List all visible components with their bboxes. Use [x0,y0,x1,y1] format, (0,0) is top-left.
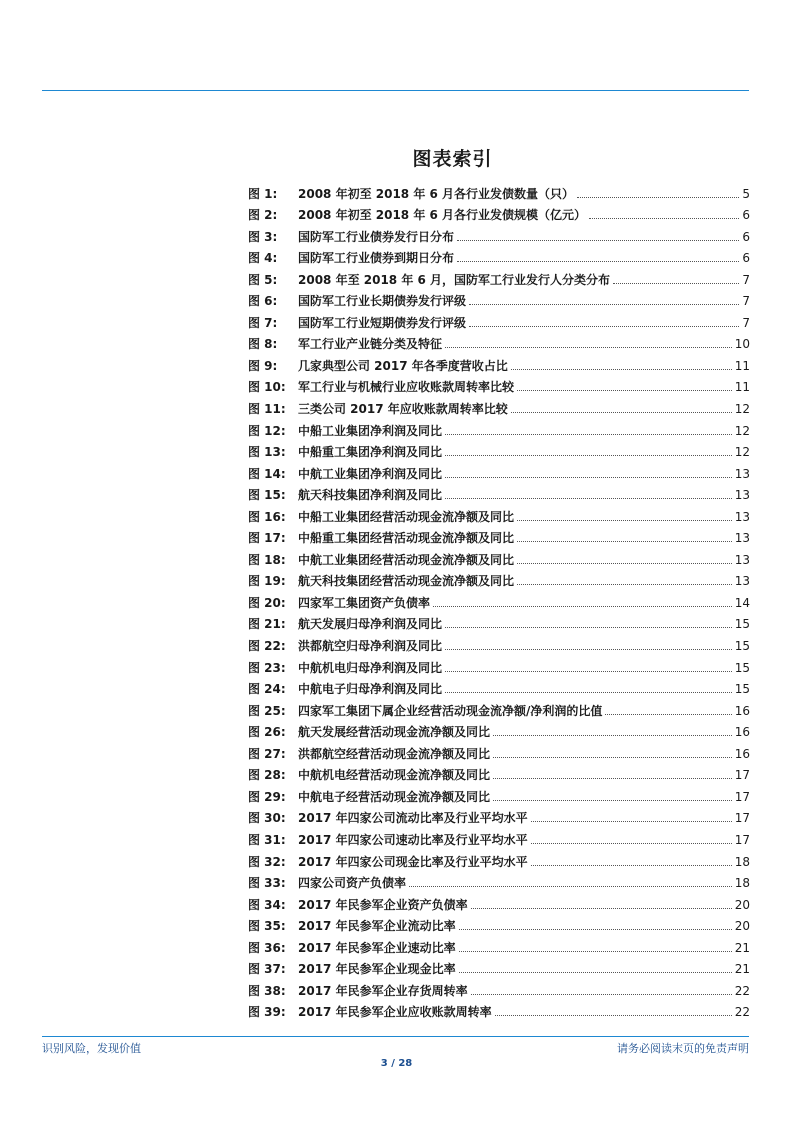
toc-entry-label [248,617,442,631]
toc-dot-leader [471,994,732,995]
toc-entry-title: 几家典型公司 2017 年各季度营收占比 [298,358,508,373]
toc-entry-label [248,531,514,545]
toc-entry-title: 洪都航空经营活动现金流净额及同比 [298,746,491,761]
toc-entry-title: 军工行业产业链分类及特征 [298,337,443,352]
toc-dot-leader [517,390,732,391]
toc-entry-page: 6 [742,229,750,244]
footer-disclaimer-link[interactable]: 请务必阅读末页的免责声明 [617,1042,749,1055]
toc-dot-leader [445,347,732,348]
toc-dot-leader [493,778,732,779]
toc-entry[interactable] [248,955,750,977]
toc-entry[interactable] [248,416,750,438]
toc-entry-label [248,510,514,524]
toc-entry-page: 22 [734,983,750,998]
toc-dot-leader [471,908,732,909]
toc-dot-leader [409,886,732,887]
toc-entry[interactable] [248,179,750,201]
toc-entry-label [248,876,406,890]
toc-entry-title: 2017 年四家公司现金比率及行业平均水平 [298,854,528,869]
toc-entry[interactable] [248,351,750,373]
toc-entry-page: 13 [734,466,750,481]
toc-dot-leader [445,498,732,499]
toc-dot-leader [469,326,739,327]
toc-entry-title: 国防军工行业长期债券发行评级 [298,294,467,309]
toc-entry-number: 图 8: [248,337,278,352]
toc-entry-page: 14 [734,595,750,610]
toc-entry-title: 国防军工行业短期债券发行评级 [298,315,467,330]
toc-entry-number: 图 6: [248,294,278,309]
toc-entry[interactable] [248,502,750,524]
toc-entry-page: 15 [734,660,750,675]
toc-entry-label [248,811,528,825]
toc-entry-page: 13 [734,574,750,589]
toc-entry-page: 20 [734,897,750,912]
toc-entry-number: 图 34: [248,897,286,912]
toc-entry-page: 17 [734,811,750,826]
footer-slogan: 识别风险，发现价值 [42,1042,141,1055]
toc-entry-page: 13 [734,509,750,524]
toc-entry-page: 12 [734,402,750,417]
toc-entry-label [248,768,490,782]
toc-entry[interactable] [248,545,750,567]
toc-entry-number: 图 20: [248,595,286,610]
toc-entry-page: 12 [734,445,750,460]
toc-dot-leader [495,1015,732,1016]
toc-entry-title: 中航机电经营活动现金流净额及同比 [298,768,491,783]
toc-entry[interactable] [248,890,750,912]
toc-entry-number: 图 24: [248,682,286,697]
toc-entry-number: 图 4: [248,251,278,266]
toc-dot-leader [493,735,732,736]
toc-entry-label [248,488,442,502]
footer-divider [42,1036,749,1037]
toc-dot-leader [445,455,732,456]
toc-dot-leader [605,714,731,715]
toc-list [248,179,750,1019]
toc-dot-leader [517,584,732,585]
toc-entry-title: 2017 年民参军企业现金比率 [298,962,456,977]
toc-entry-page: 11 [734,380,750,395]
toc-entry-label [248,187,574,201]
toc-dot-leader [589,218,739,219]
toc-dot-leader [445,434,732,435]
toc-entry-label [248,898,468,912]
toc-dot-leader [613,283,739,284]
toc-entry-label [248,725,490,739]
toc-entry-label [248,747,490,761]
toc-entry[interactable] [248,265,750,287]
toc-dot-leader [445,671,732,672]
toc-entry-number: 图 7: [248,315,278,330]
toc-entry-label [248,682,442,696]
toc-entry[interactable] [248,825,750,847]
toc-dot-leader [445,692,732,693]
toc-entry-label [248,273,610,287]
toc-entry[interactable] [248,287,750,309]
toc-entry-page: 5 [742,186,750,201]
toc-entry-label [248,230,454,244]
toc-entry-number: 图 29: [248,789,286,804]
toc-entry[interactable] [248,675,750,697]
toc-entry-number: 图 36: [248,940,286,955]
toc-dot-leader [445,477,732,478]
toc-entry-page: 17 [734,832,750,847]
toc-entry-page: 7 [742,315,750,330]
toc-entry-number: 图 32: [248,854,286,869]
toc-entry-title: 军工行业与机械行业应收账款周转率比较 [298,380,515,395]
toc-entry-page: 11 [734,358,750,373]
toc-entry-page: 18 [734,854,750,869]
toc-entry-number: 图 25: [248,703,286,718]
toc-entry[interactable] [248,524,750,546]
toc-entry-title: 2017 年民参军企业速动比率 [298,940,456,955]
toc-entry[interactable] [248,912,750,934]
toc-entry-label [248,424,442,438]
toc-entry[interactable] [248,718,750,740]
toc-entry[interactable] [248,976,750,998]
toc-entry-label [248,467,442,481]
toc-entry-title: 四家公司资产负债率 [298,876,407,891]
toc-entry-label [248,574,514,588]
toc-dot-leader [517,563,732,564]
toc-entry-number: 图 21: [248,617,286,632]
toc-entry-page: 20 [734,919,750,934]
toc-entry-label [248,919,456,933]
toc-entry-page: 21 [734,962,750,977]
toc-entry-title: 三类公司 2017 年应收账款周转率比较 [298,402,508,417]
toc-entry-page: 17 [734,789,750,804]
toc-entry-page: 6 [742,251,750,266]
toc-entry[interactable] [248,330,750,352]
toc-entry-page: 17 [734,768,750,783]
toc-entry[interactable] [248,459,750,481]
toc-entry-page: 15 [734,617,750,632]
toc-entry-page: 15 [734,639,750,654]
toc-entry-page: 6 [742,208,750,223]
toc-entry-number: 图 30: [248,811,286,826]
toc-entry-title: 中船工业集团净利润及同比 [298,423,443,438]
toc-entry[interactable] [248,739,750,761]
toc-entry[interactable] [248,631,750,653]
toc-entry-label [248,337,442,351]
toc-entry-title: 中航机电归母净利润及同比 [298,660,443,675]
toc-entry-label [248,962,456,976]
toc-entry-number: 图 3: [248,229,278,244]
toc-entry-number: 图 23: [248,660,286,675]
toc-dot-leader [433,606,732,607]
toc-entry-number: 图 11: [248,402,286,417]
toc-entry-page: 18 [734,876,750,891]
toc-entry[interactable] [248,394,750,416]
toc-entry-title: 中船工业集团经营活动现金流净额及同比 [298,509,515,524]
toc-entry-page: 16 [734,725,750,740]
toc-entry-title: 2017 年四家公司速动比率及行业平均水平 [298,832,528,847]
toc-entry-label [248,251,454,265]
toc-dot-leader [517,541,732,542]
toc-dot-leader [517,520,732,521]
toc-dot-leader [457,240,739,241]
toc-entry-number: 图 9: [248,358,278,373]
toc-entry-number: 图 10: [248,380,286,395]
toc-dot-leader [459,929,732,930]
toc-entry-label [248,1005,492,1019]
toc-dot-leader [469,304,739,305]
toc-entry-title: 航天科技集团经营活动现金流净额及同比 [298,574,515,589]
page-title: 图表索引 [412,148,493,170]
toc-entry-number: 图 22: [248,639,286,654]
toc-entry-page: 21 [734,940,750,955]
toc-entry-page: 13 [734,552,750,567]
toc-entry-title: 2017 年四家公司流动比率及行业平均水平 [298,811,528,826]
toc-entry-title: 2008 年初至 2018 年 6 月各行业发债规模（亿元） [298,208,587,223]
toc-entry-number: 图 26: [248,725,286,740]
toc-entry-label [248,380,514,394]
toc-entry-title: 航天科技集团净利润及同比 [298,488,443,503]
toc-dot-leader [531,843,732,844]
header-divider [42,90,749,91]
toc-entry-label [248,359,508,373]
toc-entry-number: 图 33: [248,876,286,891]
toc-entry-title: 中航电子经营活动现金流净额及同比 [298,789,491,804]
toc-entry[interactable] [248,696,750,718]
toc-dot-leader [531,821,732,822]
toc-entry-title: 洪都航空归母净利润及同比 [298,639,443,654]
toc-entry-title: 2017 年民参军企业资产负债率 [298,897,468,912]
toc-dot-leader [459,972,732,973]
toc-dot-leader [511,369,732,370]
toc-entry[interactable] [248,869,750,891]
toc-entry-label [248,445,442,459]
toc-entry[interactable] [248,588,750,610]
toc-entry-number: 图 35: [248,919,286,934]
toc-dot-leader [457,261,739,262]
toc-entry-title: 中船重工集团经营活动现金流净额及同比 [298,531,515,546]
toc-dot-leader [577,197,739,198]
toc-entry-label [248,639,442,653]
toc-entry-page: 16 [734,703,750,718]
toc-entry-label [248,402,508,416]
toc-entry-title: 航天发展归母净利润及同比 [298,617,443,632]
toc-entry[interactable] [248,761,750,783]
toc-entry[interactable] [248,567,750,589]
toc-entry[interactable] [248,804,750,826]
toc-entry-title: 中航工业集团经营活动现金流净额及同比 [298,552,515,567]
toc-entry[interactable] [248,308,750,330]
toc-dot-leader [531,865,732,866]
toc-entry-page: 7 [742,294,750,309]
toc-entry-label [248,316,466,330]
toc-entry[interactable] [248,481,750,503]
toc-entry[interactable] [248,653,750,675]
toc-entry-label [248,704,602,718]
toc-entry-title: 航天发展经营活动现金流净额及同比 [298,725,491,740]
toc-entry-title: 2008 年初至 2018 年 6 月各行业发债数量（只） [298,186,575,201]
toc-entry-title: 中船重工集团净利润及同比 [298,445,443,460]
toc-entry-title: 2017 年民参军企业应收账款周转率 [298,1005,492,1020]
toc-entry-title: 四家军工集团资产负债率 [298,595,431,610]
toc-entry-number: 图 5: [248,272,278,287]
toc-entry[interactable] [248,373,750,395]
toc-dot-leader [511,412,732,413]
toc-entry-label [248,941,456,955]
toc-dot-leader [493,757,732,758]
toc-dot-leader [459,951,732,952]
toc-entry-title: 2017 年民参军企业流动比率 [298,919,456,934]
toc-entry-label [248,553,514,567]
toc-entry-label [248,596,430,610]
toc-entry-page: 22 [734,1005,750,1020]
toc-entry-number: 图 28: [248,768,286,783]
toc-entry[interactable] [248,610,750,632]
toc-entry-number: 图 14: [248,466,286,481]
toc-entry[interactable] [248,222,750,244]
toc-entry-page: 10 [734,337,750,352]
toc-entry-label [248,661,442,675]
toc-dot-leader [445,627,732,628]
toc-entry[interactable] [248,782,750,804]
toc-entry-page: 13 [734,531,750,546]
toc-entry-label [248,984,468,998]
toc-entry-number: 图 37: [248,962,286,977]
toc-entry-number: 图 15: [248,488,286,503]
toc-entry-title: 中航电子归母净利润及同比 [298,682,443,697]
toc-entry[interactable] [248,244,750,266]
toc-dot-leader [445,649,732,650]
toc-entry-label [248,833,528,847]
toc-entry-page: 16 [734,746,750,761]
toc-entry-page: 15 [734,682,750,697]
toc-entry-page: 13 [734,488,750,503]
toc-entry-number: 图 27: [248,746,286,761]
toc-entry-title: 国防军工行业债券发行日分布 [298,229,455,244]
toc-entry-number: 图 16: [248,509,286,524]
toc-entry[interactable] [248,201,750,223]
toc-entry-title: 四家军工集团下属企业经营活动现金流净额/净利润的比值 [298,703,603,718]
toc-entry-label [248,855,528,869]
toc-entry-number: 图 31: [248,832,286,847]
toc-entry-label [248,208,586,222]
toc-entry-label [248,294,466,308]
toc-entry-page: 12 [734,423,750,438]
toc-entry[interactable] [248,933,750,955]
toc-entry-title: 国防军工行业债券到期日分布 [298,251,455,266]
toc-entry[interactable] [248,438,750,460]
toc-entry-number: 图 1: [248,186,278,201]
toc-entry-number: 图 2: [248,208,278,223]
toc-entry[interactable] [248,998,750,1020]
toc-entry-number: 图 38: [248,983,286,998]
toc-entry-title: 2008 年至 2018 年 6 月，国防军工行业发行人分类分布 [298,272,611,287]
toc-entry-title: 中航工业集团净利润及同比 [298,466,443,481]
page-number: 3 / 28 [380,1058,413,1069]
toc-entry-title: 2017 年民参军企业存货周转率 [298,983,468,998]
toc-entry-number: 图 19: [248,574,286,589]
toc-entry-number: 图 39: [248,1005,286,1020]
toc-entry-number: 图 18: [248,552,286,567]
toc-entry[interactable] [248,847,750,869]
toc-entry-number: 图 12: [248,423,286,438]
toc-entry-number: 图 13: [248,445,286,460]
toc-entry-label [248,790,490,804]
toc-entry-page: 7 [742,272,750,287]
toc-dot-leader [493,800,732,801]
toc-entry-number: 图 17: [248,531,286,546]
